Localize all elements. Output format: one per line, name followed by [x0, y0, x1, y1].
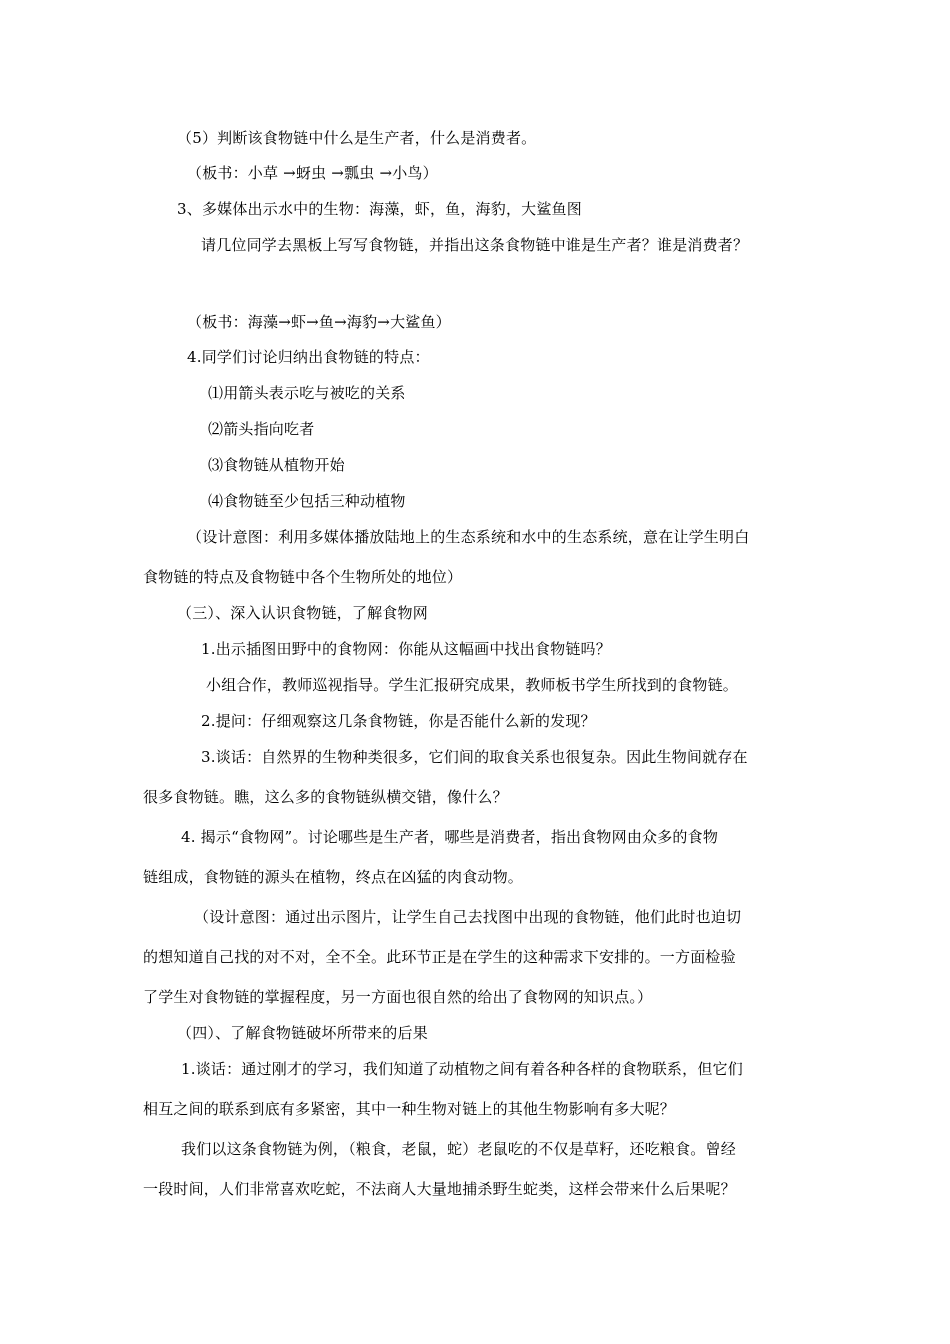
- text-line-1: （5）判断该食物链中什么是生产者，什么是消费者。: [177, 129, 537, 147]
- text-line-7: ⑴用箭头表示吃与被吃的关系: [208, 384, 406, 402]
- text-line-27: 我们以这条食物链为例，（粮食，老鼠，蛇）老鼠吃的不仅是草籽，还吃粮食。曾经: [181, 1140, 736, 1158]
- text-line-6: 4.同学们讨论归纳出食物链的特点：: [187, 348, 430, 366]
- text-line-5: （板书：海藻→虾→鱼→海豹→大鲨鱼）: [187, 313, 451, 331]
- text-line-3: 3、多媒体出示水中的生物：海藻，虾，鱼，海豹，大鲨鱼图: [177, 200, 582, 218]
- text-line-12: 食物链的特点及食物链中各个生物所处的地位）: [143, 568, 463, 586]
- text-line-26: 相互之间的联系到底有多紧密，其中一种生物对链上的其他生物影响有多大呢？: [143, 1100, 676, 1118]
- text-line-14: 1.出示插图田野中的食物网：你能从这幅画中找出食物链吗？: [201, 640, 611, 658]
- text-line-20: 链组成，食物链的源头在植物，终点在凶猛的肉食动物。: [143, 868, 524, 886]
- text-line-9: ⑶食物链从植物开始: [208, 456, 345, 474]
- text-line-21: （设计意图：通过出示图片，让学生自己去找图中出现的食物链，他们此时也迫切: [194, 908, 742, 926]
- text-line-28: 一段时间，人们非常喜欢吃蛇，不法商人大量地捕杀野生蛇类，这样会带来什么后果呢？: [143, 1180, 736, 1198]
- text-line-17: 3.谈话：自然界的生物种类很多，它们间的取食关系也很复杂。因此生物间就存在: [201, 748, 748, 766]
- text-line-8: ⑵箭头指向吃者: [208, 420, 315, 438]
- text-line-2: （板书：小草 →蚜虫 →瓢虫 →小鸟）: [187, 164, 438, 182]
- text-line-22: 的想知道自己找的对不对，全不全。此环节正是在学生的这种需求下安排的。一方面检验: [143, 948, 736, 966]
- text-line-25: 1.谈话：通过刚才的学习，我们知道了动植物之间有着各种各样的食物联系，但它们: [181, 1060, 743, 1078]
- text-line-4: 请几位同学去黑板上写写食物链，并指出这条食物链中谁是生产者？谁是消费者？: [201, 236, 749, 254]
- text-line-18: 很多食物链。瞧，这么多的食物链纵横交错，像什么？: [143, 788, 508, 806]
- text-line-11: （设计意图：利用多媒体播放陆地上的生态系统和水中的生态系统，意在让学生明白: [187, 528, 750, 546]
- text-line-10: ⑷食物链至少包括三种动植物: [208, 492, 406, 510]
- text-line-16: 2.提问：仔细观察这几条食物链，你是否能什么新的发现？: [201, 712, 596, 730]
- text-line-24: （四）、了解食物链破坏所带来的后果: [177, 1024, 428, 1042]
- text-line-19: 4. 揭示“食物网”。讨论哪些是生产者，哪些是消费者，指出食物网由众多的食物: [181, 828, 719, 846]
- text-line-13: （三）、深入认识食物链，了解食物网: [177, 604, 428, 622]
- text-line-15: 小组合作，教师巡视指导。学生汇报研究成果，教师板书学生所找到的食物链。: [206, 676, 739, 694]
- text-line-23: 了学生对食物链的掌握程度，另一方面也很自然的给出了食物网的知识点。）: [143, 988, 653, 1006]
